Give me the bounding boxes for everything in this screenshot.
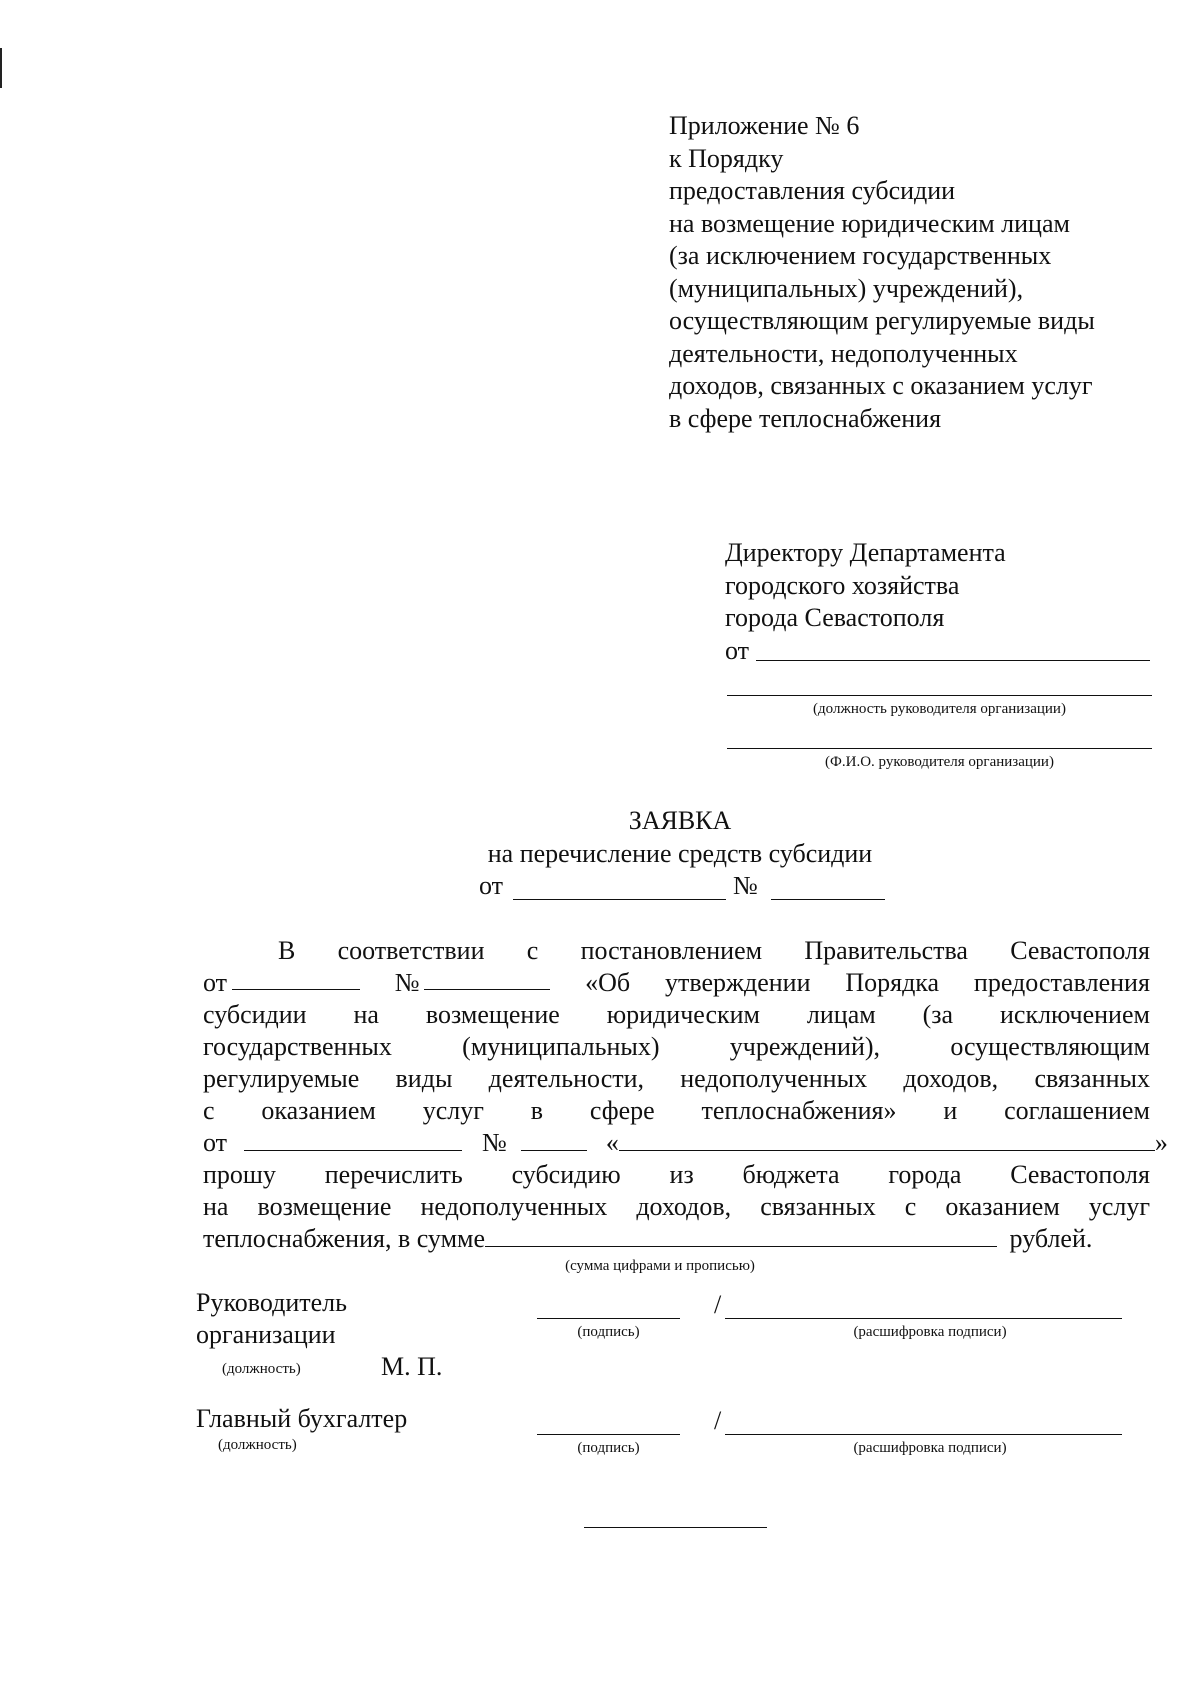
- title-number-label: №: [733, 871, 758, 900]
- body-line-4: [203, 1031, 1150, 1063]
- word: (муниципальных): [462, 1032, 660, 1061]
- word: возмещение: [425, 1000, 560, 1029]
- word: теплоснабжения, в сумме: [203, 1224, 486, 1253]
- word: доходов,: [636, 1192, 732, 1221]
- word: связанных: [1034, 1064, 1150, 1093]
- word: «Об: [585, 968, 631, 997]
- title-date-field[interactable]: [513, 899, 726, 900]
- head-position-caption: (должность): [222, 1361, 301, 1377]
- appendix-line: осуществляющим регулируемые виды: [669, 306, 1095, 335]
- word: бюджета: [742, 1160, 840, 1189]
- word: услуг: [1088, 1192, 1150, 1221]
- accountant-signature-field[interactable]: [537, 1434, 680, 1435]
- agreement-date-field[interactable]: [244, 1128, 462, 1151]
- word: утверждении: [665, 968, 811, 997]
- word: на: [353, 1000, 379, 1029]
- head-decoding-field[interactable]: [725, 1318, 1122, 1319]
- word: «: [605, 1128, 619, 1157]
- word: недополученных: [680, 1064, 868, 1093]
- word: от: [203, 968, 228, 997]
- word: в: [530, 1096, 544, 1125]
- addressee-line: города Севастополя: [725, 603, 945, 632]
- word: и: [943, 1096, 958, 1125]
- body-line-9: [203, 1191, 1150, 1223]
- word: регулируемые: [203, 1064, 360, 1093]
- addressee-line: городского хозяйства: [725, 570, 960, 600]
- word: »: [1154, 1128, 1168, 1157]
- document-subheading: на перечисление средств субсидии: [487, 839, 873, 868]
- word: постановлением: [580, 936, 763, 965]
- accountant-position-caption: (должность): [218, 1437, 297, 1453]
- appendix-line: доходов, связанных с оказанием услуг: [669, 371, 1093, 400]
- word: (за: [922, 1000, 954, 1029]
- word: доходов,: [903, 1064, 999, 1093]
- word: №: [482, 1128, 507, 1157]
- word: с: [203, 1096, 215, 1125]
- appendix-line: к Порядку: [669, 143, 784, 173]
- addressee-from-field[interactable]: [756, 660, 1150, 661]
- word: от: [203, 1128, 228, 1157]
- addressee-fio-caption: (Ф.И.О. руководителя организации): [825, 754, 1054, 770]
- word: на: [203, 1192, 229, 1221]
- word: оказанием: [945, 1192, 1060, 1221]
- word: связанных: [760, 1192, 876, 1221]
- word: из: [669, 1160, 694, 1189]
- word: сфере: [589, 1096, 655, 1125]
- word: юридическим: [606, 1000, 761, 1029]
- body-line-10: [203, 1223, 1150, 1255]
- accountant-decoding-caption: (расшифровка подписи): [853, 1440, 1007, 1456]
- body-line-7: [203, 1127, 1168, 1159]
- body-line-8: [203, 1159, 1150, 1191]
- word: перечислить: [324, 1160, 463, 1189]
- title-number-field[interactable]: [771, 899, 885, 900]
- addressee-position-field[interactable]: [727, 695, 1152, 696]
- word: возмещение: [257, 1192, 392, 1221]
- title-from-label: от: [479, 871, 504, 900]
- accountant-signature-caption: (подпись): [577, 1440, 640, 1456]
- word: недополученных: [420, 1192, 608, 1221]
- addressee-from-label: от: [725, 636, 750, 665]
- addressee-block: [725, 537, 1175, 635]
- word: Севастополя: [1010, 936, 1150, 965]
- addressee-line: Директору Департамента: [725, 538, 1006, 567]
- word: услуг: [422, 1096, 484, 1125]
- sum-caption: (сумма цифрами и прописью): [565, 1258, 755, 1274]
- word: с: [526, 936, 539, 965]
- word: рублей.: [1009, 1224, 1093, 1253]
- appendix-line: Приложение № 6: [669, 111, 860, 140]
- closing-separator: [584, 1527, 767, 1528]
- agreement-number-field[interactable]: [521, 1128, 587, 1151]
- body-line-1: [203, 935, 1150, 967]
- appendix-line: (за исключением государственных: [669, 241, 1052, 270]
- word: города: [888, 1160, 962, 1189]
- head-slash: /: [714, 1290, 722, 1319]
- appendix-line: деятельности, недополученных: [669, 338, 1018, 368]
- word: субсидию: [511, 1160, 621, 1189]
- appendix-block: [669, 110, 1189, 435]
- head-signature-caption: (подпись): [577, 1324, 640, 1340]
- word: с: [904, 1192, 917, 1221]
- decree-number-field[interactable]: [424, 967, 550, 990]
- sum-field[interactable]: [485, 1224, 997, 1247]
- addressee-fio-field[interactable]: [727, 748, 1152, 749]
- body-line-6: [203, 1095, 1150, 1127]
- document-heading: ЗАЯВКА: [628, 806, 732, 835]
- head-label-1: Руководитель: [196, 1288, 347, 1317]
- word: прошу: [203, 1160, 276, 1189]
- appendix-line: на возмещение юридическим лицам: [669, 208, 1070, 238]
- word: В: [278, 936, 296, 965]
- word: оказанием: [261, 1096, 376, 1125]
- head-signature-field[interactable]: [537, 1318, 680, 1319]
- appendix-line: в сфере теплоснабжения: [669, 403, 942, 433]
- word: Правительства: [804, 936, 968, 965]
- appendix-line: (муниципальных) учреждений),: [669, 273, 1024, 303]
- word: №: [394, 968, 420, 997]
- word: виды: [395, 1064, 453, 1093]
- accountant-slash: /: [714, 1406, 722, 1435]
- word: осуществляющим: [950, 1032, 1150, 1061]
- appendix-line: предоставления субсидии: [669, 176, 956, 205]
- accountant-label: Главный бухгалтер: [196, 1404, 408, 1433]
- word: лицам: [806, 1000, 876, 1029]
- accountant-decoding-field[interactable]: [725, 1434, 1122, 1435]
- word: Севастополя: [1010, 1160, 1150, 1189]
- word: субсидии: [203, 1000, 307, 1029]
- word: государственных: [203, 1032, 392, 1061]
- body-line-2: [203, 967, 1150, 999]
- word: учреждений),: [729, 1032, 881, 1061]
- body-line-3: [203, 999, 1150, 1031]
- word: соответствии: [337, 936, 485, 965]
- head-label-2: организации: [196, 1320, 336, 1349]
- stamp-label: М. П.: [381, 1352, 443, 1381]
- agreement-name-field[interactable]: [619, 1128, 1155, 1151]
- decree-date-field[interactable]: [232, 967, 360, 990]
- word: исключением: [1000, 1000, 1150, 1029]
- addressee-position-caption: (должность руководителя организации): [813, 701, 1066, 717]
- body-line-5: [203, 1063, 1150, 1095]
- word: соглашением: [1004, 1096, 1150, 1125]
- word: теплоснабжения»: [701, 1096, 897, 1125]
- word: Порядка: [845, 968, 940, 997]
- word: предоставления: [973, 968, 1150, 997]
- scan-edge-mark: [0, 48, 2, 88]
- head-decoding-caption: (расшифровка подписи): [853, 1324, 1007, 1340]
- word: деятельности,: [488, 1064, 645, 1093]
